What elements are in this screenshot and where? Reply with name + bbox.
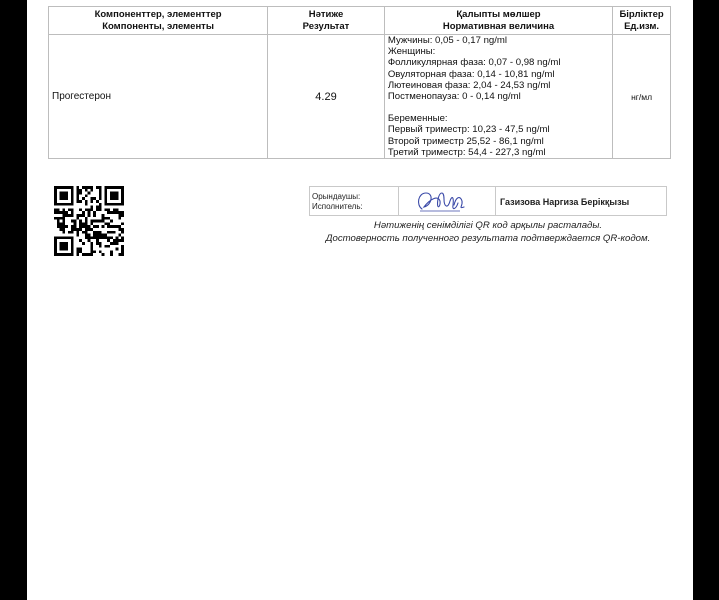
handwritten-signature bbox=[408, 187, 478, 216]
executor-name: Газизова Наргиза Берікқызы bbox=[500, 197, 630, 207]
verification-note bbox=[297, 220, 679, 245]
norm-pregnancy-line: Третий триместр: 54,4 - 227,3 ng/ml bbox=[387, 146, 546, 158]
table-row bbox=[49, 35, 671, 159]
divider bbox=[398, 186, 399, 216]
signature-labels bbox=[312, 192, 363, 212]
component-cell: Прогестерон bbox=[49, 35, 268, 159]
norm-spacer bbox=[388, 102, 609, 113]
header-unit bbox=[613, 7, 671, 35]
verification-line-ru: Достоверность полученного результата подтверждается QR-кодом. bbox=[325, 232, 651, 244]
verification-line-kz: Нәтиженің сенімділігі QR код арқылы расталады. bbox=[373, 220, 603, 231]
signature-block bbox=[309, 186, 667, 216]
header-norm-kz: Қалыпты мөлшер bbox=[456, 8, 541, 20]
document-page bbox=[27, 0, 693, 600]
table-header-row bbox=[49, 7, 671, 35]
norm-line: Лютеиновая фаза: 2,04 - 24,53 ng/ml bbox=[387, 79, 551, 91]
result-cell: 4.29 bbox=[268, 35, 385, 159]
executor-label-kz: Орындаушы: bbox=[312, 192, 361, 201]
norm-cell bbox=[384, 35, 612, 159]
norm-line: Мужчины: 0,05 - 0,17 ng/ml bbox=[387, 35, 508, 46]
norm-line: Фолликулярная фаза: 0,07 - 0,98 ng/ml bbox=[387, 57, 561, 69]
header-norm-ru: Нормативная величина bbox=[442, 20, 555, 32]
qr-code-icon[interactable] bbox=[54, 186, 124, 256]
header-result bbox=[268, 7, 385, 35]
norm-pregnancy-line: Беременные: bbox=[387, 113, 448, 125]
header-unit-ru: Ед.изм. bbox=[624, 20, 660, 32]
header-component-ru: Компоненты, элементы bbox=[102, 20, 214, 32]
header-component-kz: Компоненттер, элементтер bbox=[94, 8, 222, 20]
divider bbox=[495, 186, 496, 216]
header-result-kz: Нәтиже bbox=[308, 8, 344, 20]
results-table bbox=[48, 6, 671, 159]
norm-pregnancy-line: Второй триместр 25,52 - 86,1 ng/ml bbox=[387, 135, 544, 147]
unit-cell: нг/мл bbox=[613, 35, 671, 159]
norm-line: Постменопауза: 0 - 0,14 ng/ml bbox=[387, 91, 521, 103]
norm-pregnancy-line: Первый триместр: 10,23 - 47,5 ng/ml bbox=[387, 124, 550, 136]
header-norm bbox=[384, 7, 612, 35]
executor-label-ru: Исполнитель: bbox=[312, 202, 363, 211]
header-component bbox=[49, 7, 268, 35]
norm-line: Овуляторная фаза: 0,14 - 10,81 ng/ml bbox=[387, 68, 555, 80]
header-unit-kz: Бірліктер bbox=[619, 8, 664, 20]
norm-line: Женщины: bbox=[387, 46, 436, 58]
header-result-ru: Результат bbox=[302, 20, 350, 32]
